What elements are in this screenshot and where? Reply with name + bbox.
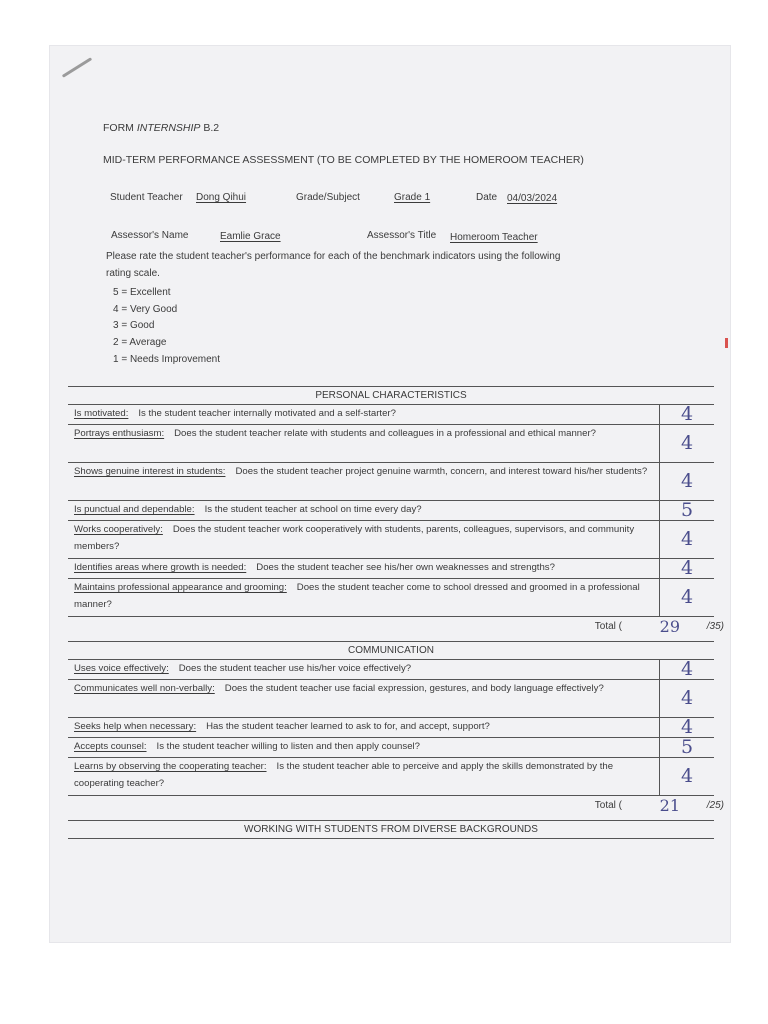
instructions-line2: rating scale. — [106, 268, 160, 279]
question-text — [74, 758, 656, 792]
question-label: Does the student teacher project genuine warmth, concern, and interest toward his/her students? — [235, 466, 648, 477]
assessor-title-label: Assessor's Title — [367, 230, 437, 241]
question-label: Does the student teacher use facial expression, gestures, and body language effectively? — [224, 683, 604, 694]
table-row — [68, 405, 714, 425]
total-value[interactable]: 29 — [659, 617, 680, 636]
date-field[interactable]: 04/03/2024 — [507, 193, 558, 204]
personal-total-row — [68, 617, 724, 642]
question-text — [74, 738, 656, 755]
form-title — [103, 122, 219, 134]
scale-4: 4 = Very Good — [113, 304, 178, 315]
score-cell[interactable]: 5 — [659, 738, 714, 757]
table-row — [68, 501, 714, 521]
total-label: Total ( — [594, 800, 622, 811]
question-text — [74, 559, 656, 576]
question-text — [74, 425, 656, 442]
criterion-label: Portrays enthusiasm: — [74, 428, 165, 439]
question-label: Is the student teacher willing to listen and then apply counsel? — [156, 741, 420, 752]
question-text — [74, 579, 656, 613]
question-text — [74, 405, 656, 422]
question-label: Does the student teacher work cooperatively with students, parents, colleagues, supervisors, and community members? — [74, 524, 635, 552]
table-row — [68, 579, 714, 617]
form-title-suffix: B.2 — [200, 122, 220, 134]
personal-heading: PERSONAL CHARACTERISTICS — [68, 387, 714, 405]
total-label: Total ( — [594, 621, 622, 632]
communication-heading: COMMUNICATION — [68, 642, 714, 660]
score-cell[interactable]: 4 — [659, 660, 714, 679]
score-cell[interactable]: 4 — [659, 758, 714, 795]
question-label: Is the student teacher internally motivated and a self-starter? — [138, 408, 396, 419]
criterion-label: Seeks help when necessary: — [74, 721, 197, 732]
question-text — [74, 718, 656, 735]
score-cell[interactable]: 4 — [659, 680, 714, 717]
scale-3: 3 = Good — [113, 320, 155, 331]
assessor-name-field[interactable]: Eamlie Grace — [220, 231, 281, 242]
form-title-italic: INTERNSHIP — [136, 122, 201, 134]
score-cell[interactable]: 5 — [659, 501, 714, 520]
criterion-label: Is punctual and dependable: — [74, 504, 195, 515]
table-row — [68, 559, 714, 579]
question-label: Is the student teacher at school on time every day? — [204, 504, 422, 515]
assessor-name-label: Assessor's Name — [111, 230, 189, 241]
student-teacher-field[interactable]: Dong Qihui — [196, 192, 247, 203]
criterion-label: Works cooperatively: — [74, 524, 163, 535]
score-cell[interactable]: 4 — [659, 405, 714, 424]
total-max: /35) — [706, 621, 724, 632]
score-cell[interactable]: 4 — [659, 463, 714, 500]
question-label: Is the student teacher able to perceive and apply the skills demonstrated by the cooperating teacher? — [74, 761, 614, 789]
question-label: Has the student teacher learned to ask to for, and accept, support? — [206, 721, 490, 732]
instructions-line1: Please rate the student teacher's performance for each of the benchmark indicators using the following — [106, 251, 561, 262]
criterion-label: Identifies areas where growth is needed: — [74, 562, 247, 573]
scale-1: 1 = Needs Improvement — [113, 354, 220, 365]
table-row — [68, 425, 714, 463]
criterion-label: Accepts counsel: — [74, 741, 147, 752]
edge-mark — [725, 338, 728, 348]
score-cell[interactable]: 4 — [659, 718, 714, 737]
grade-subject-label: Grade/Subject — [296, 192, 360, 203]
score-cell[interactable]: 4 — [659, 579, 714, 616]
total-max: /25) — [706, 800, 724, 811]
criterion-label: Communicates well non-verbally: — [74, 683, 215, 694]
score-cell[interactable]: 4 — [659, 559, 714, 578]
student-teacher-label: Student Teacher — [110, 192, 183, 203]
rating-table — [68, 386, 724, 839]
table-row — [68, 758, 714, 796]
table-row — [68, 463, 714, 501]
criterion-label: Maintains professional appearance and grooming: — [74, 582, 287, 593]
form-title-prefix: FORM — [103, 122, 137, 134]
question-text — [74, 463, 656, 480]
question-text — [74, 660, 656, 677]
table-row — [68, 521, 714, 559]
diverse-heading: WORKING WITH STUDENTS FROM DIVERSE BACKGROUNDS — [68, 821, 714, 839]
grade-subject-field[interactable]: Grade 1 — [394, 192, 431, 203]
question-label: Does the student teacher relate with students and colleagues in a professional and ethical manner? — [174, 428, 596, 439]
scale-5: 5 = Excellent — [113, 287, 171, 298]
scale-2: 2 = Average — [113, 337, 167, 348]
table-row — [68, 718, 714, 738]
criterion-label: Uses voice effectively: — [74, 663, 169, 674]
question-label: Does the student teacher come to school dressed and groomed in a professional manner? — [74, 582, 640, 610]
question-text — [74, 680, 656, 697]
criterion-label: Is motivated: — [74, 408, 129, 419]
question-text — [74, 501, 656, 518]
table-row — [68, 680, 714, 718]
table-row — [68, 660, 714, 680]
table-row — [68, 738, 714, 758]
form-subtitle: MID-TERM PERFORMANCE ASSESSMENT (TO BE COMPLETED BY THE HOMEROOM TEACHER) — [103, 154, 584, 166]
criterion-label: Learns by observing the cooperating teacher: — [74, 761, 267, 772]
score-cell[interactable]: 4 — [659, 521, 714, 558]
question-text — [74, 521, 656, 555]
date-label: Date — [476, 192, 498, 203]
assessor-title-field[interactable]: Homeroom Teacher — [450, 232, 538, 243]
question-label: Does the student teacher see his/her own weaknesses and strengths? — [256, 562, 555, 573]
question-label: Does the student teacher use his/her voice effectively? — [178, 663, 412, 674]
criterion-label: Shows genuine interest in students: — [74, 466, 226, 477]
score-cell[interactable]: 4 — [659, 425, 714, 462]
communication-total-row — [68, 796, 724, 821]
total-value[interactable]: 21 — [659, 796, 680, 815]
